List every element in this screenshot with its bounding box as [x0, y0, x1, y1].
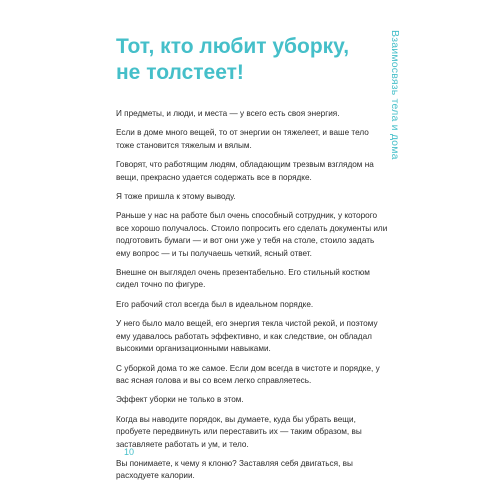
chapter-title-line-2: не толстеет!	[116, 61, 244, 84]
paragraph: Эффект уборки не только в этом.	[116, 395, 244, 405]
page-number: 10	[124, 447, 135, 457]
paragraph: Его рабочий стол всегда был в идеальном порядке.	[116, 299, 314, 309]
paragraph: Если в доме много вещей, то от энергии он тяжелеет, и ваше тело тоже становится тяжелым и вялым.	[116, 128, 369, 150]
paragraph: И предметы, и люди, и места — у всего есть своя энергия.	[116, 109, 340, 118]
paragraph: Говорят, что работящим людям, обладающим трезвым взглядом на вещи, прекрасно удается содержать все в порядке.	[116, 160, 374, 182]
paragraph: Я тоже пришла к этому выводу.	[116, 192, 236, 202]
section-side-label: Взаимосвязь тела и дома	[389, 30, 401, 160]
body-text	[116, 108, 388, 490]
paragraph: Внешне он выглядел очень презентабельно. Его стильный костюм сидел точно по фигуре.	[116, 268, 370, 290]
paragraph: С уборкой дома то же самое. Если дом всегда в чистоте и порядке, у вас ясная голова и вы со всем легко справляетесь.	[116, 363, 380, 385]
paragraph: Вы понимаете, к чему я клоню? Заставляя себя двигаться, вы расходуете калории.	[116, 458, 353, 481]
chapter-title-line-1: Тот, кто любит уборку,	[116, 35, 350, 58]
chapter-title	[116, 34, 356, 86]
paragraph: Когда вы наводите порядок, вы думаете, куда бы убрать вещи, пробуете передвинуть или переставить их — таким образом, вы заставляете работать и ум, и тело.	[116, 414, 362, 449]
paragraph: Раньше у нас на работе был очень способный сотрудник, у которого все хорошо получалось. Стоило попросить его сделать документы или подготовить бумаги — и вот они уже у тебя на столе, стоило задать ему вопрос — и ты получаешь четкий, ясный ответ.	[116, 211, 388, 258]
paragraph: У него было мало вещей, его энергия текла чистой рекой, и поэтому ему удавалось работать эффективно, и как следствие, он обладал высокими организационными навыками.	[116, 319, 378, 354]
